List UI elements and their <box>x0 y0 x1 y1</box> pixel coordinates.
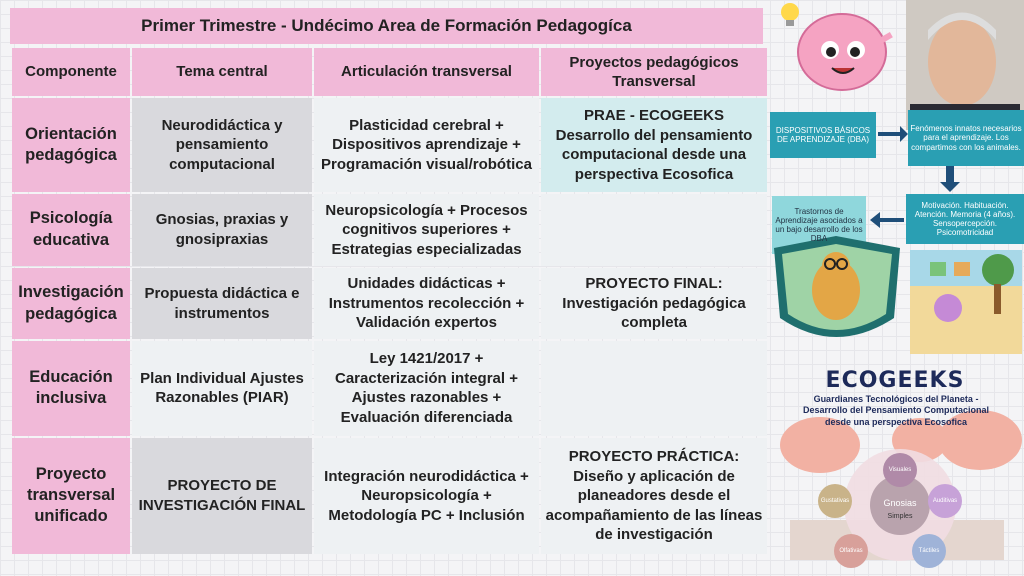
petal-tactiles: Táctiles <box>912 534 946 568</box>
petal-visuales: Visuales <box>883 453 917 487</box>
cell-componente: Psicología educativa <box>12 194 130 266</box>
table-row <box>12 438 767 555</box>
header-componente: Componente <box>12 48 130 96</box>
table-header-row <box>12 48 767 96</box>
gnosias-center-label: Gnosias <box>883 497 917 508</box>
cell-componente: Educación inclusiva <box>12 341 130 435</box>
curriculum-table <box>10 46 769 556</box>
cell-componente: Orientación pedagógica <box>12 98 130 192</box>
petal-auditivas: Auditivas <box>928 484 962 518</box>
cell-articulacion: Ley 1421/2017 + Caracterización integral + Ajustes razonables + Evaluación diferenciada <box>314 341 539 435</box>
cell-componente: Investigación pedagógica <box>12 268 130 340</box>
cell-proyecto: PRAE - ECOGEEKS Desarrollo del pensamiento computacional desde una perspectiva Ecosofica <box>541 98 767 192</box>
cell-articulacion: Unidades didácticas + Instrumentos recolección + Validación expertos <box>314 268 539 340</box>
cell-proyecto: PROYECTO PRÁCTICA: Diseño y aplicación de planeadores desde el acompañamiento de las líneas de investigación <box>541 438 767 555</box>
page-title: Primer Trimestre - Undécimo Area de Formación Pedagogíca <box>10 8 763 44</box>
petal-gustativas: Gustativas <box>818 484 852 518</box>
cell-tema: Gnosias, praxias y gnosipraxias <box>132 194 312 266</box>
gnosias-sub-label: Simples <box>887 512 913 520</box>
ecogeeks-subtitle-line: desde una perspectiva Ecosofica <box>824 416 968 427</box>
petal-olfativas: Olfativas <box>834 534 868 568</box>
cell-proyecto <box>541 194 767 266</box>
ecogeeks-subtitle <box>772 394 1020 428</box>
cell-componente: Proyecto transversal unificado <box>12 438 130 555</box>
table-row <box>12 98 767 192</box>
cell-tema: Neurodidáctica y pensamiento computacional <box>132 98 312 192</box>
header-tema-central: Tema central <box>132 48 312 96</box>
ecogeeks-subtitle-line: Desarrollo del Pensamiento Computacional <box>802 405 990 416</box>
cell-tema: Propuesta didáctica e instrumentos <box>132 268 312 340</box>
cell-tema: PROYECTO DE INVESTIGACIÓN FINAL <box>132 438 312 555</box>
header-proyectos: Proyectos pedagógicos Transversal <box>541 48 767 96</box>
cell-articulacion: Plasticidad cerebral + Dispositivos aprendizaje + Programación visual/robótica <box>314 98 539 192</box>
table-row <box>12 194 767 266</box>
cell-proyecto: PROYECTO FINAL: Investigación pedagógica completa <box>541 268 767 340</box>
ecogeeks-logo-title: ECOGEEKS <box>825 368 965 393</box>
fenomenos-box: Fenómenos innatos necesarios para el aprendizaje. Los compartimos con los animales. <box>910 124 1022 152</box>
table-row <box>12 268 767 340</box>
motivacion-box: Motivación. Habituación. Atención. Memoria (4 años). Sensopercepción. Psicomotricidad <box>914 200 1016 238</box>
trastornos-box: Trastornos de Aprendizaje asociados a un bajo desarrollo de los DBA <box>775 206 863 244</box>
ecogeeks-subtitle-line: Guardianes Tecnológicos del Planeta - <box>813 394 979 404</box>
game-scene-image <box>910 250 1022 354</box>
cell-tema: Plan Individual Ajustes Razonables (PIAR) <box>132 341 312 435</box>
cell-articulacion: Neuropsicología + Procesos cognitivos superiores + Estrategias especializadas <box>314 194 539 266</box>
header-articulacion: Articulación transversal <box>314 48 539 96</box>
dba-box: DISPOSITIVOS BÁSICOS DE APRENDIZAJE (DBA) <box>775 125 871 144</box>
cell-proyecto <box>541 341 767 435</box>
infographic-graphics <box>770 0 1024 576</box>
lightbulb-icon <box>781 3 799 26</box>
table-row <box>12 341 767 435</box>
cell-articulacion: Integración neurodidáctica + Neuropsicología + Metodología PC + Inclusión <box>314 438 539 555</box>
brain-character-icon <box>798 14 893 90</box>
